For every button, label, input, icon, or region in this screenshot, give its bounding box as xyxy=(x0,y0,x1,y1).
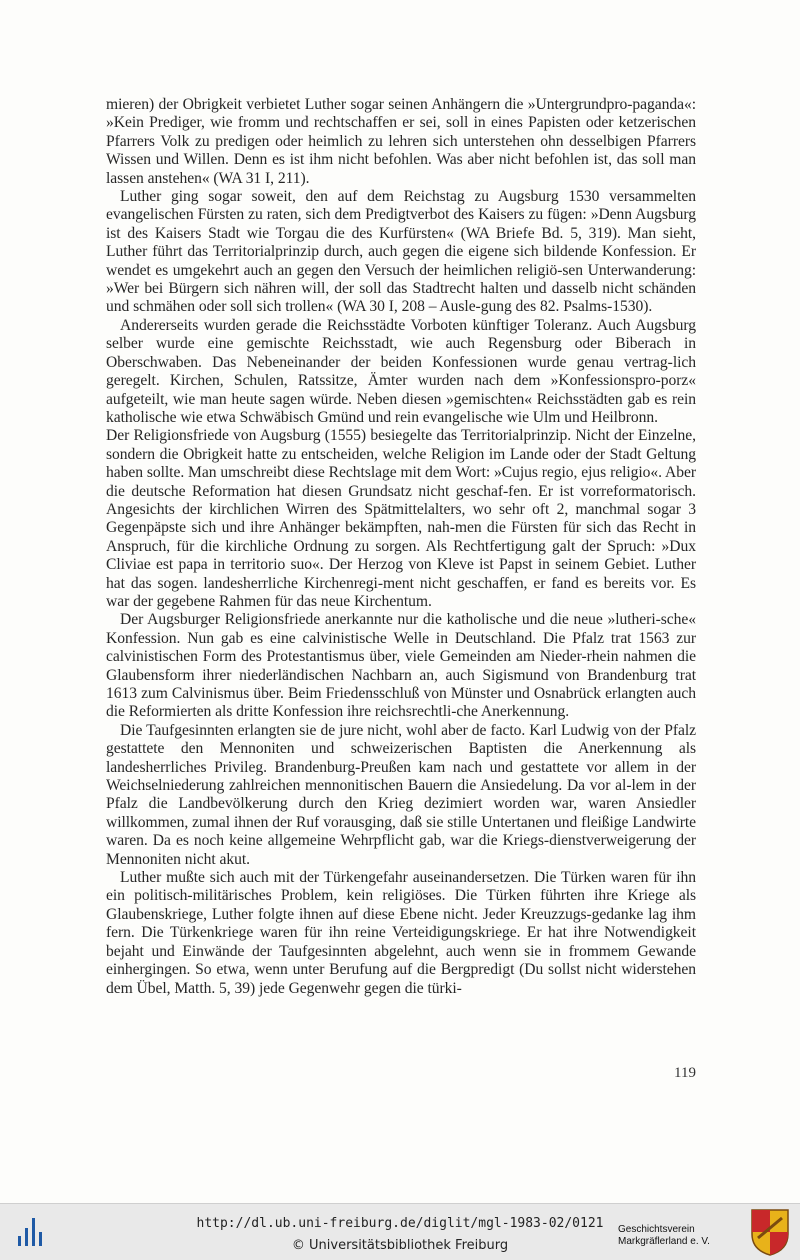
association-line-2: Markgräflerland e. V. xyxy=(618,1236,710,1247)
association-line-1: Geschichtsverein xyxy=(618,1224,695,1235)
paragraph-7: Luther mußte sich auch mit der Türkengefahr auseinandersetzen. Die Türken waren für ihn ein politisch-militärisches Problem, kein religiöses. Die Türken führten ihre Kriege als Glaubenskriege, Luther folgte ihnen auf diese Ebene nicht. Jeder Kreuzzugs-gedanke lag ihm fern. Die Türkenkriege waren für ihn reine Verteidigungskriege. Er hat ihre Notwendigkeit bejaht und Einwände der Taufgesinnten abgelehnt, auch wenn sie in frommem Gewande einhergingen. So etwa, wenn unter Berufung auf die Bergpredigt (Du sollst nicht widerstehen dem Übel, Matth. 5, 39) jede Gegenwehr gegen die türki- xyxy=(106,869,696,997)
paragraph-3: Andererseits wurden gerade die Reichsstädte Vorboten künftiger Toleranz. Auch Augsburg selber wurde eine gemischte Reichsstadt, wie auch Regensburg oder Biberach in Oberschwaben. Das Nebeneinander der beiden Konfessionen wurde genau vertrag-lich geregelt. Kirchen, Schulen, Ratssitze, Ämter wurden nach dem »Konfessionspro-porz« aufgeteilt, wie man heute sagen würde. Neben diesen »gemischten« Reichsstädten gab es rein katholische wie etwa Schwäbisch Gmünd und rein evangelische wie Ulm und Heilbronn. xyxy=(106,316,696,426)
paragraph-1: mieren) der Obrigkeit verbietet Luther sogar seinen Anhängern die »Untergrundpro-paganda«: »Kein Prediger, wie fromm und rechtschaffen er sei, soll in eines Papisten oder ketzerischen Pfarrers Volk zu predigen oder heimlich zu lehren sich unterstehen ohn desselbigen Pfarrers Wissen und Willen. Denn es ist ihm nicht befohlen. Was aber nicht befohlen ist, das soll man lassen anstehen« (WA 31 I, 211). xyxy=(106,96,696,187)
association-name xyxy=(618,1224,748,1248)
page-number: 119 xyxy=(674,1065,696,1081)
viewer-footer xyxy=(0,1203,800,1260)
paragraph-5: Der Augsburger Religionsfriede anerkannte nur die katholische und die neue »lutheri-sche« Konfession. Nun gab es eine calvinistische Welle in Deutschland. Die Pfalz trat 1563 zur calvinistischen Form des Protestantismus über, viele Gemeinden am Nieder-rhein nahmen die Glaubensform ihrer niederländischen Nachbarn an, auch Sigismund von Brandenburg trat 1613 zum Calvinismus über. Beim Friedensschluß von Münster und Osnabrück erlangten auch die Reformierten als dritte Konfession ihre reichsrechtli-che Anerkennung. xyxy=(106,611,696,721)
permalink[interactable]: http://dl.ub.uni-freiburg.de/diglit/mgl-1983-02/0121 xyxy=(196,1216,604,1231)
library-logo-icon xyxy=(18,1218,44,1246)
coat-of-arms-icon xyxy=(750,1208,790,1256)
paragraph-6: Die Taufgesinnten erlangten sie de jure nicht, wohl aber de facto. Karl Ludwig von der Pfalz gestattete den Mennoniten und schweizerischen Baptisten die Anerkennung als landesherrliches Privileg. Brandenburg-Preußen kam nach und gestattete vor allem in der Weichselniederung zahlreichen mennonitischen Bauern die Ansiedelung. Da vor al-lem in der Pfalz die Landbevölkerung durch den Krieg dezimiert worden war, waren Ansiedler willkommen, zumal ihnen der Ruf vorausging, daß sie stille Untertanen und fleißige Landwirte waren. Da es noch keine allgemeine Wehrpflicht gab, war die Kriegs-dienstverweigerung der Mennoniten nicht akut. xyxy=(106,721,696,868)
paragraph-2: Luther ging sogar soweit, den auf dem Reichstag zu Augsburg 1530 versammelten evangelischen Fürsten zu raten, sich dem Predigtverbot des Kaisers zu fügen: »Denn Augsburg ist des Kaisers Stadt wie Torgau die des Kurfürsten« (WA Briefe Bd. 5, 319). Man sieht, Luther führt das Territorialprinzip durch, auch gegen die eigene sich bildende Konfession. Er wendet es umgekehrt auch an gegen den Versuch der heimlichen religiö-sen Unterwanderung: »Wer bei Bürgern sich nähren will, der soll das Stadtrecht halten und dasselb nicht schänden und schmähen oder soll sich trollen« (WA 30 I, 208 – Ausle-gung des 82. Psalms-1530). xyxy=(106,188,696,316)
paragraph-4: Der Religionsfriede von Augsburg (1555) besiegelte das Territorialprinzip. Nicht der Einzelne, sondern die Obrigkeit hatte zu entscheiden, welche Religion im Lande oder der Stadt Geltung haben sollte. Man umschreibt diese Rechtslage mit dem Wort: »Cujus regio, ejus religio«. Aber die deutsche Reformation hat diesen Grundsatz nicht geschaf-fen. Er ist vorreformatorisch. Angesichts der kirchlichen Wirren des Spätmittelalters, wo sehr oft 2, manchmal sogar 3 Gegenpäpste sich und ihre Anhänger bekämpften, nah-men die Fürsten für sich das Recht in Anspruch, für die kirchliche Ordnung zu sorgen. Als Rechtfertigung galt der Spruch: »Dux Cliviae est papa in territorio suo«. Der Herzog von Kleve ist Papst in seinem Gebiet. Luther hat das sogen. landesherrliche Kirchenregi-ment nicht geschaffen, er fand es bereits vor. Es war der gegebene Rahmen für das neue Kirchentum. xyxy=(106,427,696,610)
copyright-notice: © Universitätsbibliothek Freiburg xyxy=(291,1238,509,1253)
article-body xyxy=(106,96,696,998)
